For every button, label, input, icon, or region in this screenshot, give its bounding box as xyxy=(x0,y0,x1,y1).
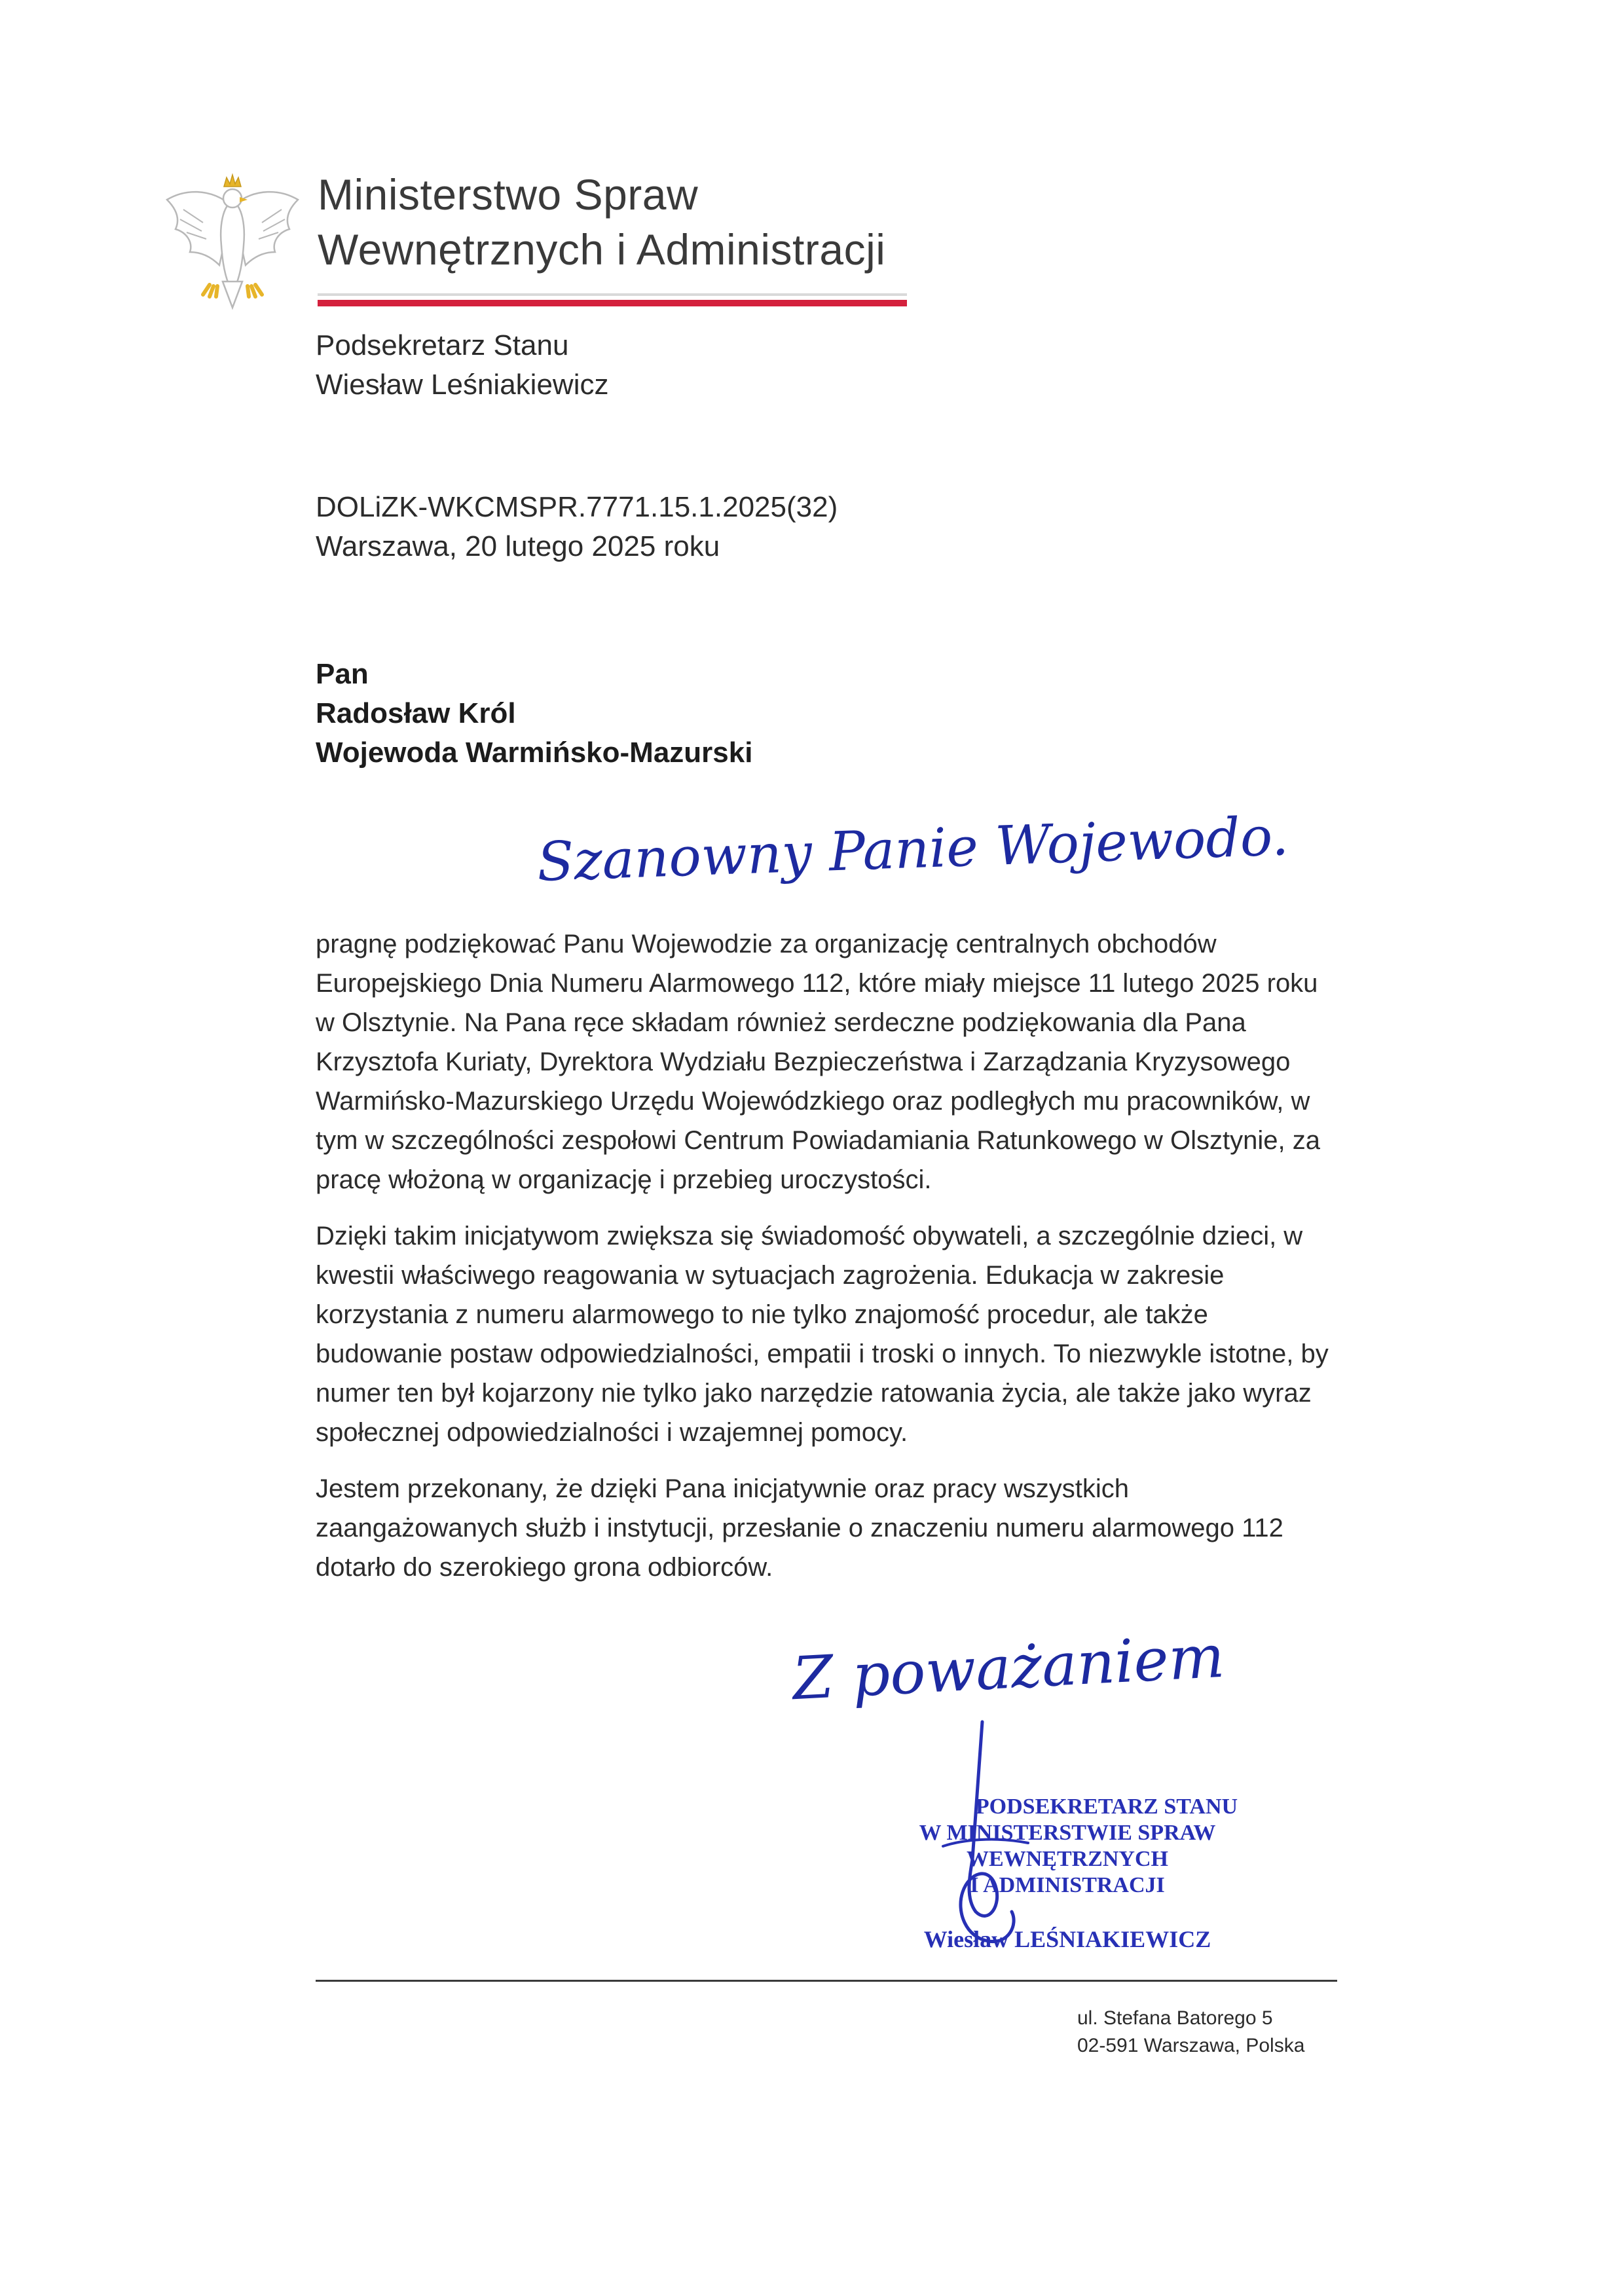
ministry-name-line1: Ministerstwo Spraw xyxy=(318,170,699,219)
polish-eagle-icon xyxy=(157,160,308,311)
footer-city: 02-591 Warszawa, Polska xyxy=(1077,2035,1305,2056)
stamp-line2: W MINISTERSTWIE SPRAW WEWNĘTRZNYCH xyxy=(919,1821,1216,1871)
footer-address xyxy=(1077,2005,1304,2060)
ministry-name xyxy=(318,167,885,277)
handwritten-salutation: Szanowny Panie Wojewodo. xyxy=(536,805,1290,894)
stamp-signatory: Wiesław LEŚNIAKIEWICZ xyxy=(923,1926,1211,1952)
sender-title: Podsekretarz Stanu xyxy=(316,329,569,361)
footer-rule xyxy=(316,1980,1337,1982)
footer-street: ul. Stefana Batorego 5 xyxy=(1077,2007,1273,2029)
reference-number: DOLiZK-WKCMSPR.7771.15.1.2025(32) xyxy=(316,491,838,523)
reference-block xyxy=(316,488,838,566)
addressee-block xyxy=(316,655,752,773)
addressee-line2: Radosław Król xyxy=(316,697,516,729)
sender-name: Wiesław Leśniakiewicz xyxy=(316,369,609,401)
place-date: Warszawa, 20 lutego 2025 roku xyxy=(316,530,720,562)
body-paragraph-3: Jestem przekonany, że dzięki Pana inicjatywnie oraz pracy wszystkich zaangażowanych służb i instytucji, przesłanie o znaczeniu numeru alarmowego 112 dotarło do szerokiego grona odbiorców. xyxy=(316,1474,1283,1582)
handwritten-closing: Z poważaniem xyxy=(790,1622,1227,1714)
official-stamp xyxy=(832,1794,1303,1954)
body-paragraph-2: Dzięki takim inicjatywom zwiększa się świadomość obywateli, a szczególnie dzieci, w kwestii właściwego reagowania w sytuacjach zagrożenia. Edukacja w zakresie korzystania z numeru alarmowego to nie tylko znajomość procedur, ale także budowanie postaw odpowiedzialności, empatii i troski o innych. To niezwykle istotne, by numer ten był kojarzony nie tylko jako narzędzie ratowania życia, ale także jako wyraz społecznej odpowiedzialności i wzajemnej pomocy. xyxy=(316,1222,1329,1447)
addressee-line3: Wojewoda Warmińsko-Mazurski xyxy=(316,737,753,769)
addressee-line1: Pan xyxy=(316,658,369,690)
letterhead-rule-light xyxy=(318,293,907,296)
ministry-name-line2: Wewnętrznych i Administracji xyxy=(318,225,886,274)
sender-block xyxy=(316,326,608,405)
letterhead-rule-red xyxy=(318,300,907,306)
stamp-line1: PODSEKRETARZ STANU xyxy=(975,1795,1238,1819)
body-paragraph-1: pragnę podziękować Panu Wojewodzie za organizację centralnych obchodów Europejskiego Dnia Numeru Alarmowego 112, które miały miejsce 11 lutego 2025 roku w Olsztynie. Na Pana ręce składam również serdeczne podziękowania dla Pana Krzysztofa Kuriaty, Dyrektora Wydziału Bezpieczeństwa i Zarządzania Kryzysowego Warmińsko-Mazurskiego Urzędu Wojewódzkiego oraz podległych mu pracowników, w tym w szczególności zespołowi Centrum Powiadamiania Ratunkowego w Olsztynie, za pracę włożoną w organizację i przebieg uroczystości. xyxy=(316,930,1320,1194)
stamp-line3: I ADMINISTRACJI xyxy=(970,1873,1165,1897)
letter-body xyxy=(316,924,1337,1604)
